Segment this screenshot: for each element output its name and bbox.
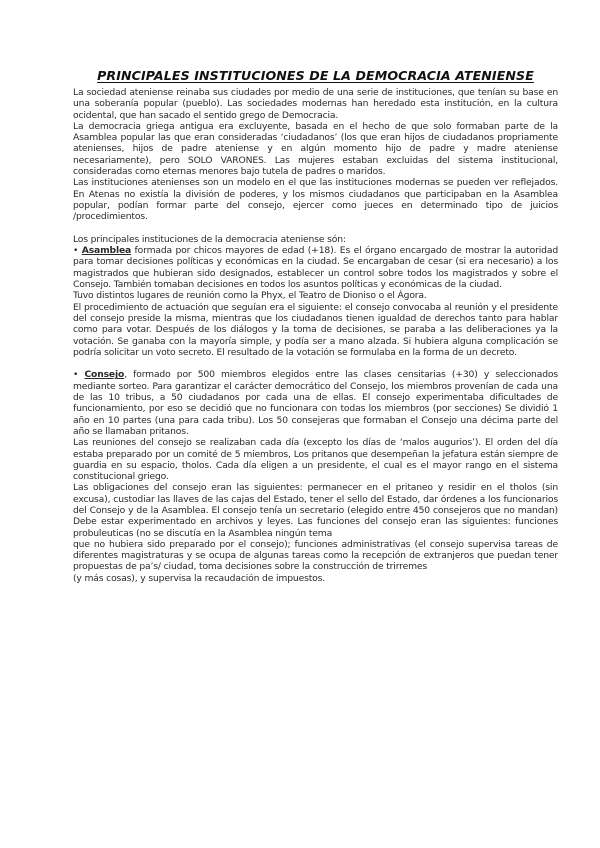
spacer: [73, 223, 558, 234]
consejo-entry: [73, 369, 558, 437]
asamblea-paragraph-1: Tuvo distintos lugares de reunión como la Phyx, el Teatro de Dioniso o el Ágora.: [73, 290, 427, 302]
asamblea-text: formada por chicos mayores de edad (+18). Es el órgano encargado de mostrar la autoridad para tomar decisiones políticas y económicas en la ciudad. Se encargaban de cesar (si era necesario) a los magistrados que hubieran sido designados, establecer un control sobre todos los magistrados y sobre el Consejo. También tomaban decisiones en todos los asuntos políticas y económicas de la ciudad.: [73, 245, 558, 291]
consejo-paragraph-4: (y más cosas), y supervisa la recaudación de impuestos.: [73, 572, 326, 584]
intro-paragraph-2: La democracia griega antigua era excluyente, basada en el hecho de que solo formaban parte de la Asamblea popular las que eran consideradas ‘ciudadanos’ (los que eran hijos de ciudadanos propriamente atenienses, hijos de padre ateniense y en algún momento hijo de padre y madre ateniense necesariamente), pero SOLO VARONES. Las mujeres estaban excluidas del sistema institucional, consideradas como eternas menores bajo tutela de padres o maridos.: [73, 120, 558, 178]
asamblea-term: Asamblea: [81, 245, 132, 257]
consejo-paragraph-3: que no hubiera sido preparado por el consejo); funciones administrativas (el consejo supervisa tareas de diferentes magistraturas y se ocupa de algunas tareas como la recepción de extranjeros que puedan tener propuestas de pa’s/ ciudad, toma decisiones sobre la construcción de trirremes: [73, 538, 558, 573]
consejo-paragraph-2: Las obligaciones del consejo eran las siguientes: permanecer en el pritaneo y residir en el tholos (sin excusa), custodiar las llaves de las cajas del Estado, tener el sello del Estado, dar órdenes a los funcionarios del Consejo y de la Asamblea. El consejo tenía un secretario (elegido entre 450 consejeros que no mandan) Debe estar experimentado en archivos y leyes. Las funciones del consejo eran las siguientes: funciones probuleuticas (no se discutía en la Asamblea ningún tema: [73, 482, 558, 539]
intro-paragraph-1: La sociedad ateniense reinaba sus ciudades por medio de una serie de instituciones, que tenían su base en una soberanía popular (pueblo). Las sociedades modernas han heredado esta institución, en la cultura ocidental, que han sacado el sentido grego de Democracia.: [73, 87, 558, 121]
spacer: [73, 358, 558, 369]
document-body: [73, 87, 558, 584]
intro-paragraph-3: Las instituciones atenienses son un modelo en el que las instituciones modernas se pueden ver reflejados. En Atenas no existía la división de poderes, y los mismos ciudadanos que participaban en la Asamblea popular, podían formar parte del consejo, ejercer como jueces en determinado tipo de juicios /procedimientos.: [73, 177, 558, 223]
list-intro: Los principales instituciones de la democracia ateniense són:: [73, 233, 346, 245]
asamblea-entry: [73, 245, 558, 290]
document-title: PRINCIPALES INSTITUCIONES DE LA DEMOCRACIA ATENIENSE: [97, 68, 534, 83]
consejo-paragraph-1: Las reuniones del consejo se realizaban cada día (excepto los días de ‘malos augurios’). El orden del día estaba preparado por un comité de 5 miembros, Los pritanos que desempeñan la jefatura están siempre de guardia en su espacio, tholos. Cada día eligen a un presidente, el cual es el mayor rango en el sistema constitucional griego.: [73, 437, 558, 483]
asamblea-paragraph-2: El procedimiento de actuación que seguían era el siguiente: el consejo convocaba al reunión y el presidente del consejo preside la misma, mientras que los ciudadanos tienen igualdad de derechos tanto para hablar como para votar. Después de los diálogos y la toma de decisiones, se paraba a las deliberaciones ya la votación. Se ganaba con la mayoría simple, y podía ser a mano alzada. Si hubiera alguna complicación se podría solicitar un voto secreto. El resultado de la votación se formulaba en la forma de un decreto.: [73, 301, 558, 358]
bullet: •: [73, 245, 79, 257]
consejo-text: , formado por 500 miembros elegidos entre las clases censitarias (+30) y seleccionados mediante sorteo. Para garantizar el carácter democrático del Consejo, los miembros provenían de cada una de las 10 tribus, a 50 ciudadanos por cada una de ellas. El consejo experimentaba dificultades de funcionamiento, por eso se decidió que no funcionara con todas los miembros (por secciones) Se dividió 1 año en 10 partes (una para cada tribu). Los 50 consejeras que formaban el Consejo una décima parte del año se llamaban pritanos.: [73, 369, 558, 437]
consejo-term: Consejo: [84, 369, 125, 381]
bullet: •: [73, 369, 79, 381]
